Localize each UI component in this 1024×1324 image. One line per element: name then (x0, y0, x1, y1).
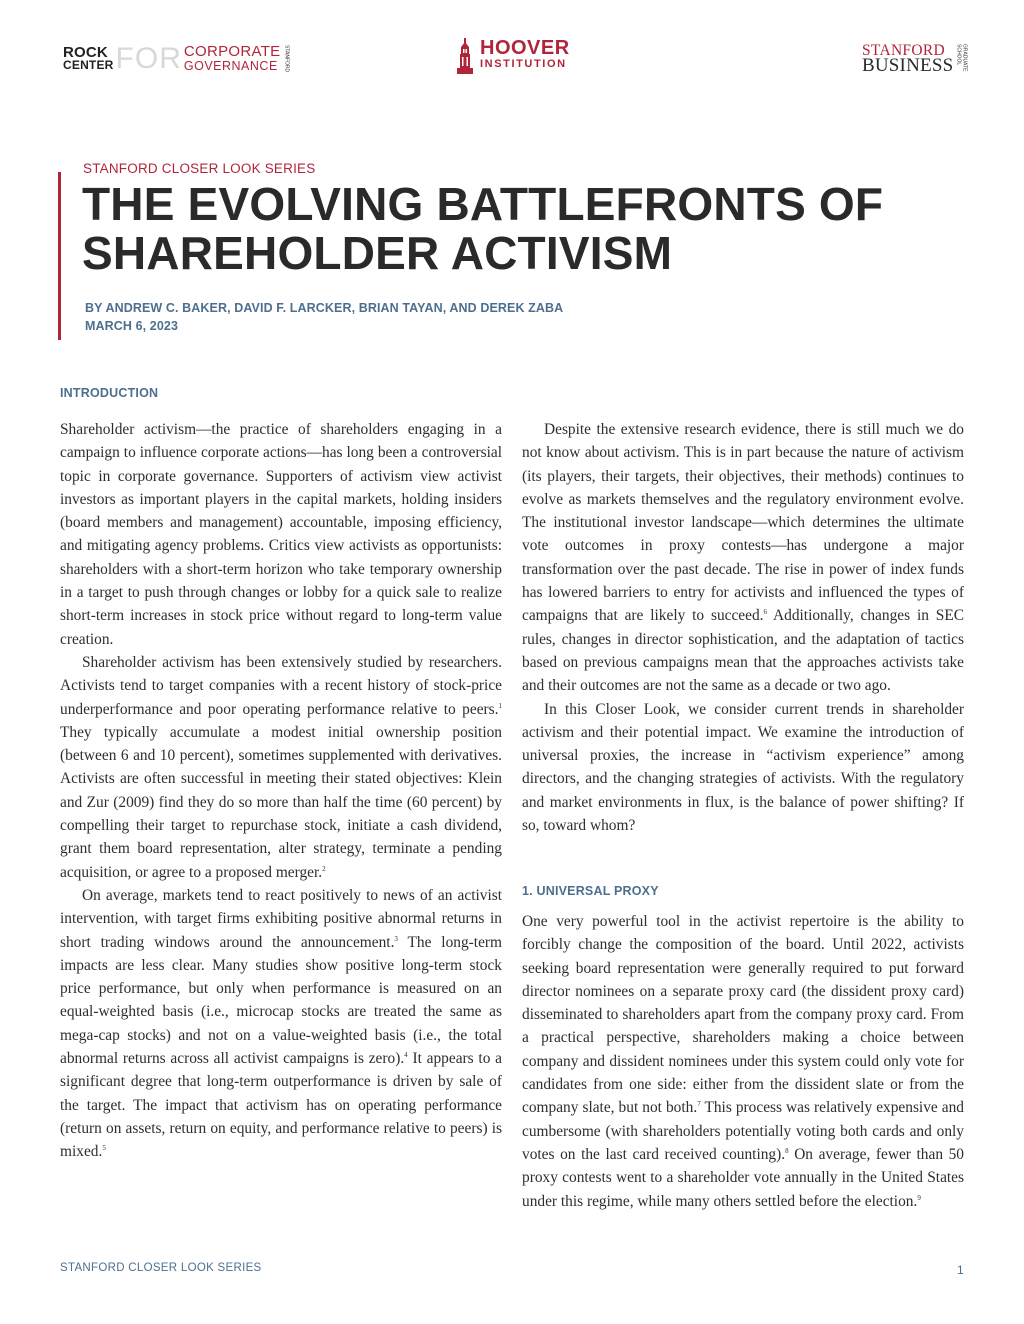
rock-center-logo (63, 44, 289, 74)
footnote-ref[interactable]: 7 (697, 1100, 701, 1109)
gsb-line2: BUSINESS (862, 55, 954, 76)
right-column-section-1 (522, 910, 964, 1213)
rock-side-text: STANFORD (283, 45, 290, 73)
paragraph-text: It appears to a significant degree that long-term outperformance is driven by sale of the target. The impact that activism has on operating performance (return on assets, return on equity, and performance relative to peers) is mixed. (60, 1050, 503, 1161)
hoover-tower-icon (456, 38, 474, 74)
paragraph-text: Shareholder activism—the practice of shareholders engaging in a campaign to influence corporate actions—has long been a controversial topic in corporate governance. Supporters of activism view activist investors as important players in the capital markets, holding insiders (board members and management) accountable, imposing efficiency, and mitigating agency problems. Critics view activists as opportunists: shareholders with a short-term horizon who take temporary ownership in a target to push through changes or lobby for a quick sale to realize short-term increases in stock price without regard to long-term value creation. (60, 421, 502, 648)
paragraph-text: One very powerful tool in the activist repertoire is the ability to forcibly change the composition of the board. Until 2022, activists seeking board representation were generally required to put forward director nominees on a separate proxy card (the dissident proxy card) disseminated to shareholders apart from the company proxy card. From a practical perspective, shareholders making a choice between company and dissident nominees under this system could only vote for candidates from one side: either from the dissident slate or from the company slate, but not both. (522, 913, 964, 1117)
rock-center-wordmark (63, 46, 114, 72)
footnote-ref[interactable]: 5 (102, 1144, 106, 1153)
footnote-ref[interactable]: 6 (763, 608, 768, 617)
footnote-ref[interactable]: 4 (404, 1050, 408, 1059)
paragraph (60, 651, 502, 884)
paragraph-text: Despite the extensive research evidence, there is still much we do not know about activism. This is in part because the nature of activism (its players, their targets, their objectives, their methods) continues to evolve as markets themselves and the regulatory environment evolve. The institutional investor landscape—which determines the ultimate vote outcomes in proxy contests—has undergone a major transformation over the past decade. The rise in power of index funds has lowered barriers to entry for activists and influenced the types of campaigns that are likely to succeed. (522, 421, 964, 625)
left-column (60, 418, 502, 1164)
rock-line2: CENTER (63, 58, 114, 72)
paragraph-text: This process was relatively expensive and cumbersome (with shareholders potentially voting both cards and only votes on the last card received counting). (522, 1099, 964, 1163)
paragraph (522, 698, 964, 838)
title-line1: THE EVOLVING BATTLEFRONTS OF (82, 178, 884, 230)
rock-corp-line1: CORPORATE (183, 43, 281, 60)
footnote-ref[interactable]: 3 (394, 934, 398, 943)
stanford-gsb-logo (862, 42, 967, 74)
paragraph (522, 418, 964, 698)
gsb-side-text: GRADUATE SCHOOL (955, 44, 968, 72)
paragraph-text: The long-term impacts are less clear. Many studies show positive long-term stock price performance, but only when performance is measured on an equal-weighted basis (i.e., microcap stocks are treated the same as mega-cap stocks) and not on a value-weighted basis (i.e., the total abnormal returns across all activist campaigns is zero). (60, 933, 502, 1068)
rock-corp-line2: GOVERNANCE (183, 59, 278, 73)
footnote-ref[interactable]: 1 (498, 701, 502, 710)
paragraph-text: On average, fewer than 50 proxy contests went to a shareholder vote annually in the United States under this regime, while many others settled before the election. (522, 1145, 965, 1210)
rock-for-text: FOR (115, 42, 182, 75)
footer-series-label: STANFORD CLOSER LOOK SERIES (60, 1262, 262, 1274)
title-accent-bar (58, 172, 61, 340)
paragraph-text: Additionally, changes in SEC rules, changes in director sophistication, and the adaptation of tactics based on previous campaigns mean that the approaches activists take and their outcomes are not the same as a decade or two ago. (522, 607, 964, 695)
page-title (82, 180, 962, 278)
rock-line1: ROCK (63, 44, 108, 61)
byline (85, 299, 563, 335)
footnote-ref[interactable]: 9 (917, 1193, 921, 1202)
series-label: STANFORD CLOSER LOOK SERIES (83, 161, 316, 176)
paragraph (522, 910, 964, 1213)
hoover-institution-logo (456, 38, 570, 74)
paragraph-text: Shareholder activism has been extensively studied by researchers. Activists tend to target companies with a recent history of stock-price underperformance and poor operating performance relative to peers. (60, 653, 502, 718)
title-line2: SHAREHOLDER ACTIVISM (82, 227, 673, 279)
hoover-line2: INSTITUTION (480, 58, 567, 70)
paragraph-text: In this Closer Look, we consider current trends in shareholder activism and their potential impact. We examine the introduction of universal proxies, the increase in “activism experience” among directors, and the changing strategies of activists. With the regulatory and market environments in flux, is the balance of power shifting? If so, toward whom? (522, 700, 964, 835)
hoover-wordmark (480, 37, 570, 72)
section-heading-introduction: INTRODUCTION (60, 386, 159, 400)
publication-date: MARCH 6, 2023 (85, 319, 178, 333)
paragraph-text: They typically accumulate a modest initial ownership position (between 6 and 10 percent), sometimes supplemented with derivatives. Activists are often successful in meeting their stated objectives: Klein and Zur (2009) find they do so more than half the time (60 percent) by compelling their target to repurchase stock, initiate a cash dividend, grant them board representation, alter strategy, terminate a pending acquisition, or agree to a proposed merger. (60, 723, 502, 881)
gsb-wordmark (862, 42, 954, 76)
paragraph (60, 418, 502, 651)
rock-corp-wordmark (184, 45, 281, 73)
section-heading-universal-proxy: 1. UNIVERSAL PROXY (522, 884, 659, 898)
gsb-line1: STANFORD (862, 42, 945, 59)
footnote-ref[interactable]: 2 (322, 864, 326, 873)
authors: BY ANDREW C. BAKER, DAVID F. LARCKER, BRIAN TAYAN, AND DEREK ZABA (85, 301, 564, 315)
right-column (522, 418, 964, 837)
page-number: 1 (957, 1263, 964, 1277)
paragraph (60, 884, 502, 1164)
hoover-line1: HOOVER (480, 37, 570, 59)
footnote-ref[interactable]: 8 (785, 1146, 789, 1155)
paragraph-text: On average, markets tend to react positively to news of an activist intervention, with target firms exhibiting positive abnormal returns in short trading windows around the announcement. (60, 886, 502, 951)
